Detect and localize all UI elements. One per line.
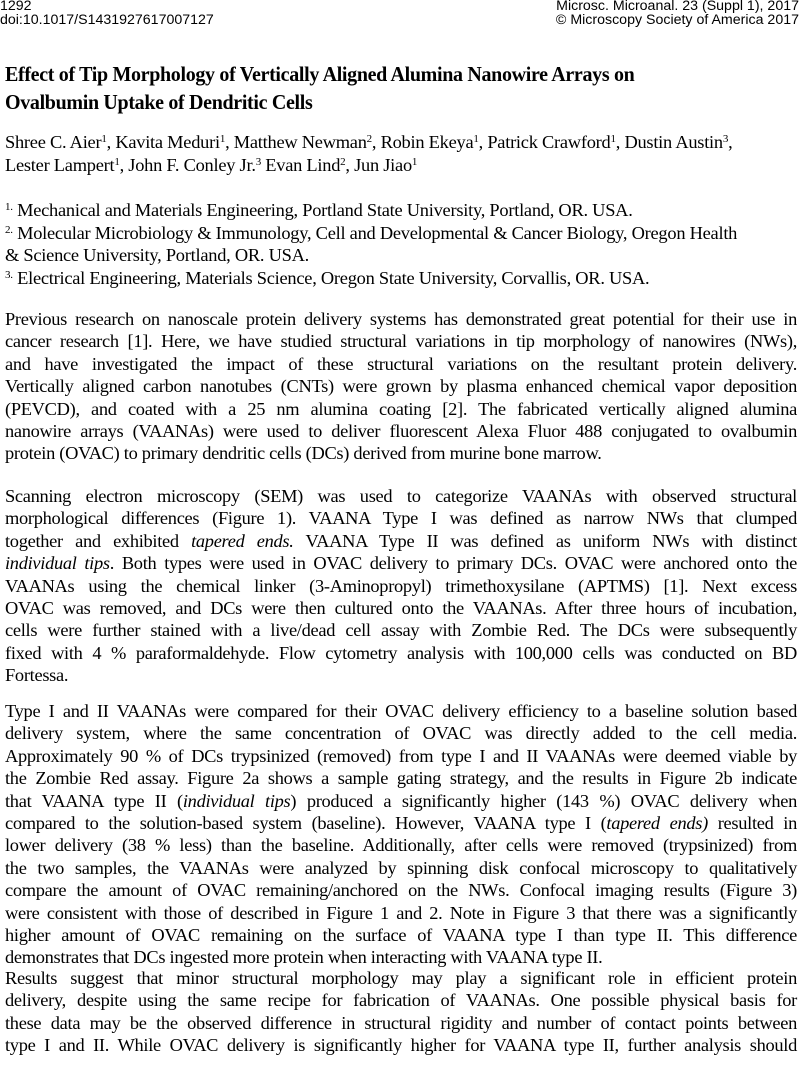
author-list (5, 131, 800, 176)
author-name: Patrick Crawford (487, 132, 611, 152)
affiliation-2 (5, 222, 800, 245)
author-line-1 (5, 131, 800, 154)
page-header-left (0, 0, 214, 27)
separator: , (119, 154, 129, 175)
text-line: Vertically aligned carbon nanotubes (CNTs) were grown by plasma enhanced chemical vapor deposition (5, 376, 797, 397)
emphasis-text: individual tips (182, 790, 291, 811)
emphasis-text: individual tips (5, 553, 110, 574)
text-line: (PEVCD), and coated with a 25 nm alumina coating [2]. The fabricated vertically aligned alumina (5, 398, 797, 419)
text-line: nanowire arrays (VAANAs) were used to deliver fluorescent Alexa Fluor 488 conjugated to ovalbumin (5, 421, 797, 442)
affiliation-marker: 2 (366, 133, 372, 145)
doi-link[interactable]: doi:10.1017/S1431927617007127 (0, 11, 214, 28)
text-line: delivery system, where the same concentration of OVAC was directly added to the cell media. (5, 723, 797, 744)
emphasis-text: tapered ends. (191, 530, 294, 551)
text-line: type I and II. While OVAC delivery is significantly higher for VAANA type II, further analysis should (5, 1035, 797, 1056)
text-run: resulted in (707, 813, 798, 834)
title-line-1: Effect of Tip Morphology of Vertically Aligned Alumina Nanowire Arrays on (5, 62, 635, 86)
separator: , (345, 154, 355, 175)
text-run: together and exhibited (5, 530, 192, 551)
text-line (5, 530, 797, 552)
page-header-right (556, 0, 799, 27)
author-name: Kavita Meduri (115, 132, 220, 152)
text-run: . Both types were used in OVAC delivery to primary DCs. OVAC were anchored onto the (109, 553, 797, 574)
text-line: Fortessa. (5, 665, 69, 686)
emphasis-text: tapered ends) (606, 813, 708, 834)
text-line: higher amount of OVAC remaining on the surface of VAANA type I than type II. This difference (5, 925, 797, 946)
text-line: cells were further stained with a live/dead cell assay with Zombie Red. The DCs were subsequently (5, 620, 797, 641)
author-name: Robin Ekeya (380, 132, 474, 152)
text-run: VAANA Type II was defined as uniform NWs with distinct (293, 530, 797, 551)
text-line: the Zombie Red assay. Figure 2a shows a sample gating strategy, and the results in Figure 2b indicate (5, 768, 797, 789)
author-name: Evan Lind (265, 154, 341, 175)
affiliation-marker: 1 (411, 155, 418, 168)
separator: , (225, 132, 234, 152)
text-line: Approximately 90 % of DCs trypsinized (removed) from type I and II VAANAs were deemed viable by (5, 745, 797, 766)
text-line: morphological differences (Figure 1). VAANA Type I was defined as narrow NWs that clumped (5, 508, 797, 529)
text-line: delivery, despite using the same recipe for fabrication of VAANAs. One possible physical basis for (5, 990, 797, 1011)
text-line: OVAC was removed, and DCs were then cultured onto the VAANAs. After three hours of incubation, (5, 598, 797, 619)
text-line: and have investigated the impact of these structural variations on the resultant protein delivery. (5, 353, 797, 374)
body-paragraph-4 (5, 967, 797, 1057)
affiliation-marker: 1 (101, 133, 107, 145)
text-line: protein (OVAC) to primary dendritic cells (DCs) derived from murine bone marrow. (5, 443, 602, 464)
text-line: Type I and II VAANAs were compared for their OVAC delivery efficiency to a baseline solution based (5, 701, 797, 721)
text-line: VAANAs using the chemical linker (3-Aminopropyl) trimethoxysilane (APTMS) [1]. Next excess (5, 575, 797, 596)
paper-title (5, 60, 796, 116)
text-line (5, 790, 797, 812)
body-paragraph-1 (5, 308, 797, 465)
separator: , (106, 132, 116, 152)
text-line: were consistent with those of described in Figure 1 and 2. Note in Figure 3 that there was a significantly (5, 902, 797, 923)
author-name: Dustin Austin (624, 132, 723, 152)
author-name: John F. Conley Jr. (128, 154, 256, 175)
affiliation-1 (5, 199, 800, 222)
affiliation-number: 3. (5, 268, 13, 281)
text-line: the two samples, the VAANAs were analyzed by spinning disk confocal microscopy to qualitatively (5, 857, 797, 878)
affiliation-number: 1. (5, 201, 13, 213)
text-line: these data may be the observed difference in structural rigidity and number of contact points between (5, 1012, 797, 1033)
text-line: fixed with 4 % paraformaldehyde. Flow cytometry analysis with 100,000 cells was conducted on BD (5, 642, 797, 663)
text-line: cancer research [1]. Here, we have studied structural variations in tip morphology of nanowires (NWs), (5, 331, 797, 352)
text-run: compared to the solution-based system (baseline). However, VAANA type I ( (5, 813, 607, 834)
author-name: Lester Lampert (5, 154, 115, 175)
affiliation-marker: 1 (610, 133, 616, 145)
affiliation-marker: 1 (219, 133, 226, 145)
author-line-2 (5, 154, 800, 177)
affiliation-text: Electrical Engineering, Materials Science, Oregon State University, Corvallis, OR. USA. (12, 267, 650, 288)
separator: , (615, 132, 625, 152)
affiliation-marker: 1 (473, 133, 479, 145)
affiliation-number: 2. (5, 223, 13, 236)
journal-citation: Microsc. Microanal. 23 (Suppl 1), 2017 (556, 0, 799, 14)
copyright-notice: © Microscopy Society of America 2017 (555, 11, 799, 28)
body-paragraph-3 (5, 700, 797, 969)
text-line (5, 812, 797, 834)
title-line-2: Ovalbumin Uptake of Dendritic Cells (5, 90, 313, 114)
author-name: Matthew Newman (233, 132, 367, 152)
text-line: Scanning electron microscopy (SEM) was used to categorize VAANAs with observed structural (5, 486, 797, 506)
text-line: Previous research on nanoscale protein delivery systems has demonstrated great potential for their use in (5, 309, 797, 329)
separator: , (478, 132, 488, 152)
text-line: compare the amount of OVAC remaining/anchored on the NWs. Confocal imaging results (Figure 3) (5, 880, 797, 901)
affiliation-list (5, 199, 800, 289)
text-line (5, 552, 797, 574)
affiliation-3 (5, 267, 800, 290)
body-paragraph-2 (5, 485, 797, 687)
text-line: demonstrates that DCs ingested more protein when interacting with VAANA type II. (5, 947, 603, 968)
text-line: lower delivery (38 % less) than the baseline. Additionally, after cells were removed (trypsinized) from (5, 835, 797, 856)
separator: , (371, 132, 381, 152)
affiliation-text: Mechanical and Materials Engineering, Portland State University, Portland, OR. USA. (12, 200, 633, 220)
affiliation-marker: 3 (255, 155, 261, 168)
affiliation-marker: 2 (340, 155, 346, 168)
separator: , (728, 132, 733, 152)
text-run: ) produced a significantly higher (143 %) OVAC delivery when (290, 790, 797, 811)
text-line: Results suggest that minor structural morphology may play a significant role in efficient protein (5, 968, 797, 988)
text-run: that VAANA type II ( (5, 790, 183, 811)
affiliation-marker: 1 (114, 155, 120, 168)
author-name: Shree C. Aier (5, 132, 102, 152)
affiliation-marker: 3 (722, 133, 729, 145)
page-number: 1292 (0, 0, 32, 14)
affiliation-2-continued: & Science University, Portland, OR. USA. (5, 245, 309, 265)
affiliation-text: Molecular Microbiology & Immunology, Cell and Developmental & Cancer Biology, Oregon Health (12, 222, 738, 243)
author-name: Jun Jiao (354, 154, 412, 175)
